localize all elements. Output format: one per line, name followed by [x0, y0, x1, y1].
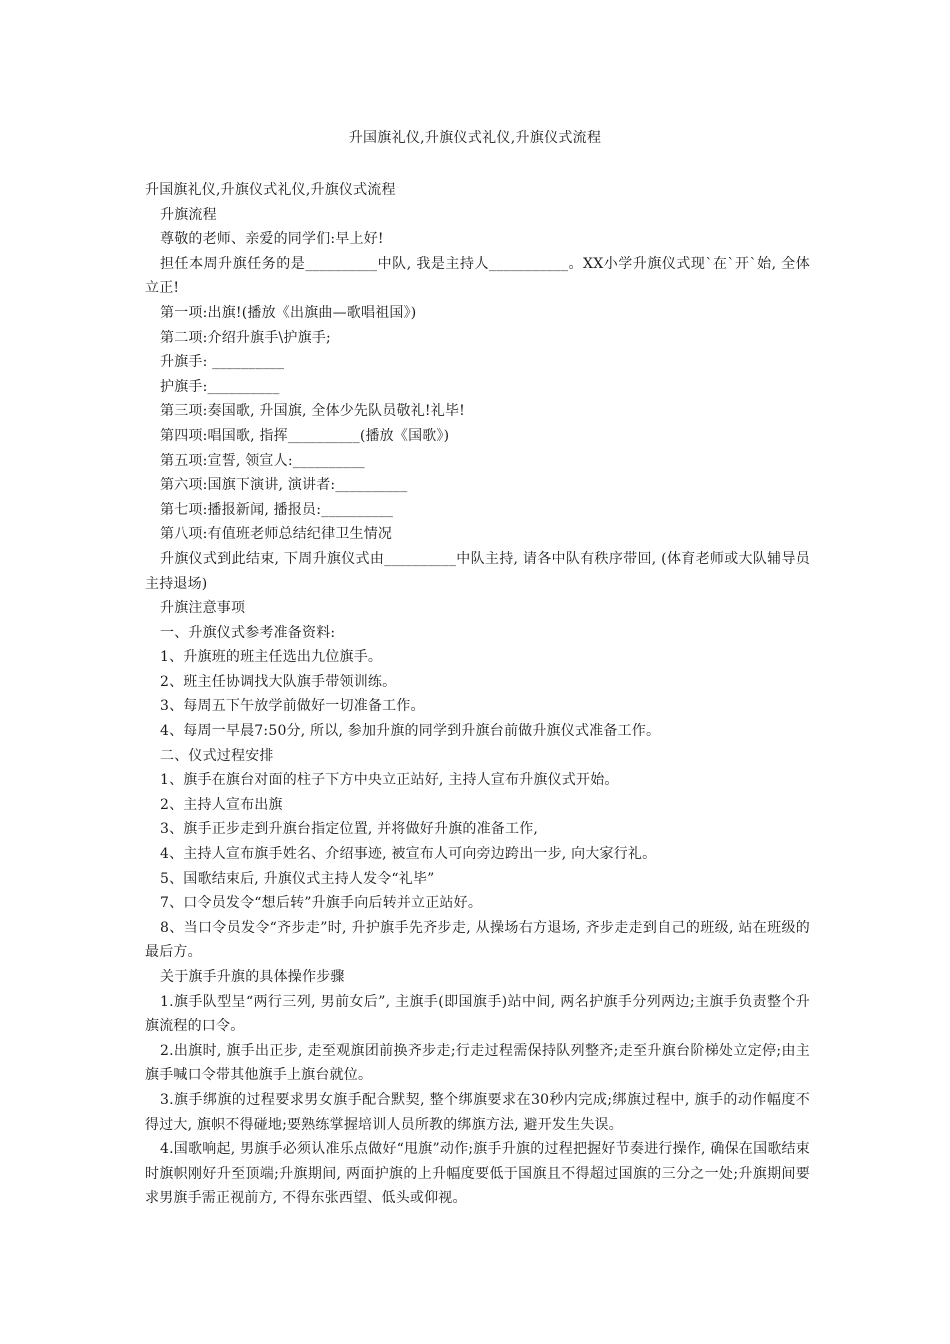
- document-paragraph: 担任本周升旗任务的是__________中队, 我是主持人___________。XX小学升旗仪式现`在`开`始, 全体立正!: [145, 255, 810, 297]
- document-paragraph: 2、班主任协调找大队旗手带领训练。: [160, 673, 397, 690]
- document-paragraph: 第六项:国旗下演讲, 演讲者:__________: [160, 477, 408, 494]
- document-paragraph: 关于旗手升旗的具体操作步骤: [160, 969, 345, 985]
- document-paragraph: 第二项:介绍升旗手\护旗手;: [160, 329, 331, 346]
- document-paragraph: 3.旗手绑旗的过程要求男女旗手配合默契, 整个绑旗要求在30秒内完成;绑旗过程中, 旗手的动作幅度不得过大, 旗帜不得碰地;要熟练掌握培训人员所教的绑旗方法, 避开发生失误。: [145, 1091, 810, 1133]
- document-paragraph: 3、旗手正步走到升旗台指定位置, 并将做好升旗的准备工作,: [160, 821, 539, 838]
- document-paragraph: 4、每周一早晨7:50分, 所以, 参加升旗的同学到升旗台前做升旗仪式准备工作。: [160, 723, 661, 740]
- document-paragraph: 第八项:有值班老师总结纪律卫生情况: [160, 526, 393, 543]
- document-paragraph: 第一项:出旗!(播放《出旗曲—歌唱祖国》): [160, 304, 417, 321]
- document-paragraph: 第三项:奏国歌, 升国旗, 全体少先队员敬礼!礼毕!: [160, 403, 465, 420]
- document-paragraph: 4.国歌响起, 男旗手必须认准乐点做好“甩旗”动作;旗手升旗的过程把握好节奏进行操作, 确保在国歌结束时旗帜刚好升至顶端;升旗期间, 两面护旗的上升幅度要低于国旗且不得超过国旗的三分之一处;升旗期间要求男旗手需正视前方, 不得东张西望、低头或仰视。: [145, 1141, 810, 1207]
- document-paragraph: 二、仪式过程安排: [160, 747, 274, 764]
- document-title: 升国旗礼仪,升旗仪式礼仪,升旗仪式流程: [348, 130, 602, 146]
- document-paragraph: 升旗手: __________: [160, 354, 285, 371]
- document-heading: 升国旗礼仪,升旗仪式礼仪,升旗仪式流程: [145, 182, 396, 198]
- document-paragraph: 升旗仪式到此结束, 下周升旗仪式由__________中队主持, 请各中队有秩序带回, (体育老师或大队辅导员主持退场): [145, 550, 810, 592]
- document-body: [145, 178, 810, 1211]
- document-paragraph: 第五项:宣誓, 领宣人:__________: [160, 452, 365, 469]
- document-paragraph: 1、升旗班的班主任选出九位旗手。: [160, 649, 383, 666]
- document-paragraph: 1、旗手在旗台对面的柱子下方中央立正站好, 主持人宣布升旗仪式开始。: [160, 772, 619, 789]
- document-paragraph: 2.出旗时, 旗手出正步, 走至观旗团前换齐步走;行走过程需保持队列整齐;走至升旗台阶梯处立定停;由主旗手喊口令带其他旗手上旗台就位。: [145, 1042, 810, 1084]
- document-paragraph: 4、主持人宣布旗手姓名、介绍事迹, 被宣布人可向旁边跨出一步, 向大家行礼。: [160, 846, 657, 863]
- document-paragraph: 升旗流程: [160, 206, 217, 223]
- document-paragraph: 护旗手:__________: [160, 378, 280, 395]
- document-paragraph: 尊敬的老师、亲爱的同学们:早上好!: [160, 231, 384, 248]
- document-paragraph: 8、当口令员发令“齐步走”时, 升护旗手先齐步走, 从操场右方退场, 齐步走走到自己的班级, 站在班级的最后方。: [145, 919, 810, 961]
- document-paragraph: 第七项:播报新闻, 播报员:__________: [160, 501, 394, 518]
- document-paragraph: 7、口令员发令“想后转”升旗手向后转并立正站好。: [160, 895, 483, 912]
- document-paragraph: 1.旗手队型呈“两行三列, 男前女后”, 主旗手(即国旗手)站中间, 两名护旗手分列两边;主旗手负责整个升旗流程的口令。: [145, 993, 810, 1035]
- document-paragraph: 3、每周五下午放学前做好一切准备工作。: [160, 698, 425, 715]
- document-paragraph: 5、国歌结束后, 升旗仪式主持人发令“礼毕”: [160, 870, 435, 887]
- document-paragraph: 第四项:唱国歌, 指挥__________(播放《国歌》): [160, 427, 450, 444]
- document-paragraph: 一、升旗仪式参考准备资料:: [160, 624, 336, 641]
- document-paragraph: 2、主持人宣布出旗: [160, 796, 283, 813]
- document-paragraph: 升旗注意事项: [160, 600, 246, 617]
